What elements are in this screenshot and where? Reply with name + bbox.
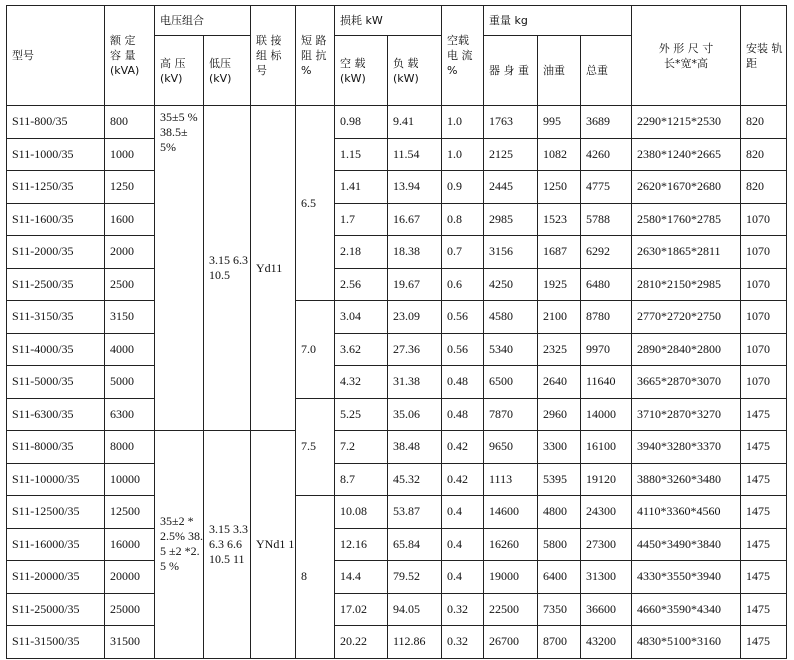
no-load-loss-cell: 0.98: [335, 106, 388, 139]
dimensions-cell: 4110*3360*4560: [632, 496, 741, 529]
impedance-group-4: 8: [296, 496, 335, 659]
low-voltage-group-1: 3.15 6.3 10.5: [204, 106, 251, 431]
table-row: [7, 268, 787, 301]
capacity-cell: 5000: [105, 366, 155, 399]
dimensions-cell: 4330*3550*3940: [632, 561, 741, 594]
no-load-loss-cell: 5.25: [335, 398, 388, 431]
table-row: [7, 236, 787, 269]
transformer-spec-table: [6, 5, 787, 659]
gauge-cell: 820: [741, 138, 787, 171]
load-loss-cell: 65.84: [388, 528, 442, 561]
total-weight-cell: 11640: [581, 366, 632, 399]
capacity-cell: 6300: [105, 398, 155, 431]
total-weight-cell: 24300: [581, 496, 632, 529]
col-vector-group-header: 联 接 组 标 号: [251, 6, 296, 106]
gauge-cell: 1070: [741, 203, 787, 236]
body-weight-cell: 2445: [484, 171, 538, 204]
load-loss-cell: 38.48: [388, 431, 442, 464]
no-load-loss-cell: 1.41: [335, 171, 388, 204]
body-weight-cell: 4250: [484, 268, 538, 301]
capacity-cell: 8000: [105, 431, 155, 464]
total-weight-cell: 8780: [581, 301, 632, 334]
col-load-loss-header: 负 载 (kW): [388, 36, 442, 106]
model-cell: S11-1000/35: [7, 138, 105, 171]
model-cell: S11-31500/35: [7, 626, 105, 659]
oil-weight-cell: 1250: [538, 171, 581, 204]
gauge-cell: 1070: [741, 301, 787, 334]
body-weight-cell: 16260: [484, 528, 538, 561]
dimensions-cell: 4830*5100*3160: [632, 626, 741, 659]
vector-group-1: Yd11: [251, 106, 296, 431]
vector-group-2: YNd1 1: [251, 431, 296, 659]
model-cell: S11-10000/35: [7, 463, 105, 496]
dimensions-cell: 2580*1760*2785: [632, 203, 741, 236]
no-load-current-cell: 0.42: [442, 431, 484, 464]
model-cell: S11-4000/35: [7, 333, 105, 366]
oil-weight-cell: 2325: [538, 333, 581, 366]
body-weight-cell: 26700: [484, 626, 538, 659]
load-loss-cell: 13.94: [388, 171, 442, 204]
no-load-loss-cell: 14.4: [335, 561, 388, 594]
oil-weight-cell: 5395: [538, 463, 581, 496]
no-load-loss-cell: 2.18: [335, 236, 388, 269]
no-load-loss-cell: 12.16: [335, 528, 388, 561]
no-load-current-cell: 0.32: [442, 593, 484, 626]
dimensions-cell: 2770*2720*2750: [632, 301, 741, 334]
table-row: [7, 138, 787, 171]
dimensions-cell: 3940*3280*3370: [632, 431, 741, 464]
no-load-current-cell: 0.56: [442, 333, 484, 366]
no-load-current-cell: 0.6: [442, 268, 484, 301]
dimensions-cell: 2620*1670*2680: [632, 171, 741, 204]
col-dimensions-header: 外 形 尺 寸 长*宽*高: [632, 6, 741, 106]
no-load-loss-cell: 2.56: [335, 268, 388, 301]
oil-weight-cell: 1523: [538, 203, 581, 236]
load-loss-cell: 45.32: [388, 463, 442, 496]
col-low-voltage-header: 低压 (kV): [204, 36, 251, 106]
no-load-loss-cell: 20.22: [335, 626, 388, 659]
oil-weight-cell: 1082: [538, 138, 581, 171]
model-cell: S11-1250/35: [7, 171, 105, 204]
capacity-cell: 16000: [105, 528, 155, 561]
body-weight-cell: 2125: [484, 138, 538, 171]
oil-weight-cell: 8700: [538, 626, 581, 659]
total-weight-cell: 27300: [581, 528, 632, 561]
model-cell: S11-20000/35: [7, 561, 105, 594]
dimensions-cell: 4450*3490*3840: [632, 528, 741, 561]
gauge-cell: 1475: [741, 561, 787, 594]
table-row: [7, 626, 787, 659]
table-row: [7, 171, 787, 204]
model-cell: S11-2500/35: [7, 268, 105, 301]
total-weight-cell: 3689: [581, 106, 632, 139]
capacity-cell: 800: [105, 106, 155, 139]
model-cell: S11-16000/35: [7, 528, 105, 561]
col-weight-header: 重量 kg: [484, 6, 632, 36]
no-load-current-cell: 0.9: [442, 171, 484, 204]
no-load-loss-cell: 8.7: [335, 463, 388, 496]
col-model-header: 型号: [7, 6, 105, 106]
no-load-loss-cell: 17.02: [335, 593, 388, 626]
no-load-loss-cell: 3.04: [335, 301, 388, 334]
model-cell: S11-25000/35: [7, 593, 105, 626]
body-weight-cell: 7870: [484, 398, 538, 431]
no-load-current-cell: 0.32: [442, 626, 484, 659]
body-weight-cell: 4580: [484, 301, 538, 334]
oil-weight-cell: 2100: [538, 301, 581, 334]
table-row: [7, 106, 787, 139]
load-loss-cell: 112.86: [388, 626, 442, 659]
no-load-loss-cell: 3.62: [335, 333, 388, 366]
total-weight-cell: 36600: [581, 593, 632, 626]
gauge-cell: 1475: [741, 626, 787, 659]
dimensions-cell: 2380*1240*2665: [632, 138, 741, 171]
gauge-cell: 1475: [741, 496, 787, 529]
table-row: [7, 301, 787, 334]
no-load-current-cell: 1.0: [442, 138, 484, 171]
oil-weight-cell: 7350: [538, 593, 581, 626]
body-weight-cell: 19000: [484, 561, 538, 594]
total-weight-cell: 31300: [581, 561, 632, 594]
no-load-current-cell: 0.7: [442, 236, 484, 269]
capacity-cell: 10000: [105, 463, 155, 496]
oil-weight-cell: 6400: [538, 561, 581, 594]
no-load-current-cell: 0.48: [442, 398, 484, 431]
model-cell: S11-6300/35: [7, 398, 105, 431]
capacity-cell: 2000: [105, 236, 155, 269]
gauge-cell: 1070: [741, 268, 787, 301]
load-loss-cell: 11.54: [388, 138, 442, 171]
dimensions-cell: 2630*1865*2811: [632, 236, 741, 269]
header-row-1: [7, 6, 787, 36]
table-row: [7, 463, 787, 496]
oil-weight-cell: 2640: [538, 366, 581, 399]
body-weight-cell: 1113: [484, 463, 538, 496]
body-weight-cell: 3156: [484, 236, 538, 269]
gauge-cell: 1475: [741, 431, 787, 464]
capacity-cell: 1250: [105, 171, 155, 204]
oil-weight-cell: 2960: [538, 398, 581, 431]
no-load-current-cell: 0.42: [442, 463, 484, 496]
col-voltage-group-header: 电压组合: [155, 6, 251, 36]
total-weight-cell: 4260: [581, 138, 632, 171]
table-row: [7, 333, 787, 366]
load-loss-cell: 19.67: [388, 268, 442, 301]
load-loss-cell: 31.38: [388, 366, 442, 399]
table-row: [7, 593, 787, 626]
total-weight-cell: 16100: [581, 431, 632, 464]
col-body-weight-header: 器 身 重: [484, 36, 538, 106]
col-impedance-header: 短 路 阻 抗 %: [296, 6, 335, 106]
col-oil-weight-header: 油重: [538, 36, 581, 106]
capacity-cell: 12500: [105, 496, 155, 529]
load-loss-cell: 9.41: [388, 106, 442, 139]
no-load-current-cell: 0.8: [442, 203, 484, 236]
model-cell: S11-5000/35: [7, 366, 105, 399]
model-cell: S11-12500/35: [7, 496, 105, 529]
gauge-cell: 1475: [741, 593, 787, 626]
col-high-voltage-header: 高 压 (kV): [155, 36, 204, 106]
total-weight-cell: 14000: [581, 398, 632, 431]
no-load-current-cell: 0.56: [442, 301, 484, 334]
oil-weight-cell: 1925: [538, 268, 581, 301]
gauge-cell: 820: [741, 171, 787, 204]
gauge-cell: 820: [741, 106, 787, 139]
no-load-loss-cell: 1.7: [335, 203, 388, 236]
no-load-current-cell: 0.4: [442, 496, 484, 529]
no-load-current-cell: 0.48: [442, 366, 484, 399]
high-voltage-group-1: 35±5 % 38.5± 5%: [155, 106, 204, 431]
capacity-cell: 4000: [105, 333, 155, 366]
dimensions-cell: 3710*2870*3270: [632, 398, 741, 431]
capacity-cell: 31500: [105, 626, 155, 659]
model-cell: S11-8000/35: [7, 431, 105, 464]
load-loss-cell: 16.67: [388, 203, 442, 236]
no-load-current-cell: 0.4: [442, 528, 484, 561]
gauge-cell: 1070: [741, 236, 787, 269]
capacity-cell: 1600: [105, 203, 155, 236]
table-row: [7, 366, 787, 399]
oil-weight-cell: 3300: [538, 431, 581, 464]
gauge-cell: 1070: [741, 366, 787, 399]
body-weight-cell: 22500: [484, 593, 538, 626]
capacity-cell: 20000: [105, 561, 155, 594]
load-loss-cell: 35.06: [388, 398, 442, 431]
body-weight-cell: 6500: [484, 366, 538, 399]
col-no-load-loss-header: 空 载 (kW): [335, 36, 388, 106]
capacity-cell: 3150: [105, 301, 155, 334]
oil-weight-cell: 1687: [538, 236, 581, 269]
dimensions-cell: 4660*3590*4340: [632, 593, 741, 626]
col-no-load-current-header: 空载 电 流 %: [442, 6, 484, 106]
body-weight-cell: 5340: [484, 333, 538, 366]
no-load-loss-cell: 1.15: [335, 138, 388, 171]
col-capacity-header: 额 定 容 量 (kVA): [105, 6, 155, 106]
table-row: [7, 528, 787, 561]
load-loss-cell: 18.38: [388, 236, 442, 269]
total-weight-cell: 6480: [581, 268, 632, 301]
dimensions-cell: 3880*3260*3480: [632, 463, 741, 496]
no-load-loss-cell: 7.2: [335, 431, 388, 464]
table-row: [7, 398, 787, 431]
impedance-group-2: 7.0: [296, 301, 335, 399]
no-load-loss-cell: 4.32: [335, 366, 388, 399]
no-load-loss-cell: 10.08: [335, 496, 388, 529]
load-loss-cell: 53.87: [388, 496, 442, 529]
capacity-cell: 25000: [105, 593, 155, 626]
table-row: [7, 561, 787, 594]
dimensions-cell: 2290*1215*2530: [632, 106, 741, 139]
table-row: [7, 496, 787, 529]
gauge-cell: 1475: [741, 398, 787, 431]
table-row: [7, 203, 787, 236]
dimensions-cell: 2810*2150*2985: [632, 268, 741, 301]
load-loss-cell: 23.09: [388, 301, 442, 334]
model-cell: S11-1600/35: [7, 203, 105, 236]
gauge-cell: 1475: [741, 463, 787, 496]
dimensions-cell: 2890*2840*2800: [632, 333, 741, 366]
total-weight-cell: 43200: [581, 626, 632, 659]
impedance-group-1: 6.5: [296, 106, 335, 301]
oil-weight-cell: 4800: [538, 496, 581, 529]
body-weight-cell: 1763: [484, 106, 538, 139]
model-cell: S11-3150/35: [7, 301, 105, 334]
col-total-weight-header: 总重: [581, 36, 632, 106]
model-cell: S11-800/35: [7, 106, 105, 139]
col-loss-header: 损耗 kW: [335, 6, 442, 36]
load-loss-cell: 94.05: [388, 593, 442, 626]
total-weight-cell: 4775: [581, 171, 632, 204]
load-loss-cell: 79.52: [388, 561, 442, 594]
model-cell: S11-2000/35: [7, 236, 105, 269]
low-voltage-group-2: 3.15 3.3 6.3 6.6 10.5 11: [204, 431, 251, 659]
impedance-group-3: 7.5: [296, 398, 335, 496]
total-weight-cell: 9970: [581, 333, 632, 366]
oil-weight-cell: 995: [538, 106, 581, 139]
high-voltage-group-2: 35±2 * 2.5% 38.5 ±2 *2.5 %: [155, 431, 204, 659]
body-weight-cell: 2985: [484, 203, 538, 236]
gauge-cell: 1475: [741, 528, 787, 561]
load-loss-cell: 27.36: [388, 333, 442, 366]
gauge-cell: 1070: [741, 333, 787, 366]
body-weight-cell: 9650: [484, 431, 538, 464]
col-gauge-header: 安装 轨距: [741, 6, 787, 106]
total-weight-cell: 5788: [581, 203, 632, 236]
capacity-cell: 2500: [105, 268, 155, 301]
no-load-current-cell: 0.4: [442, 561, 484, 594]
table-row: [7, 431, 787, 464]
capacity-cell: 1000: [105, 138, 155, 171]
body-weight-cell: 14600: [484, 496, 538, 529]
dimensions-cell: 3665*2870*3070: [632, 366, 741, 399]
no-load-current-cell: 1.0: [442, 106, 484, 139]
total-weight-cell: 6292: [581, 236, 632, 269]
total-weight-cell: 19120: [581, 463, 632, 496]
oil-weight-cell: 5800: [538, 528, 581, 561]
